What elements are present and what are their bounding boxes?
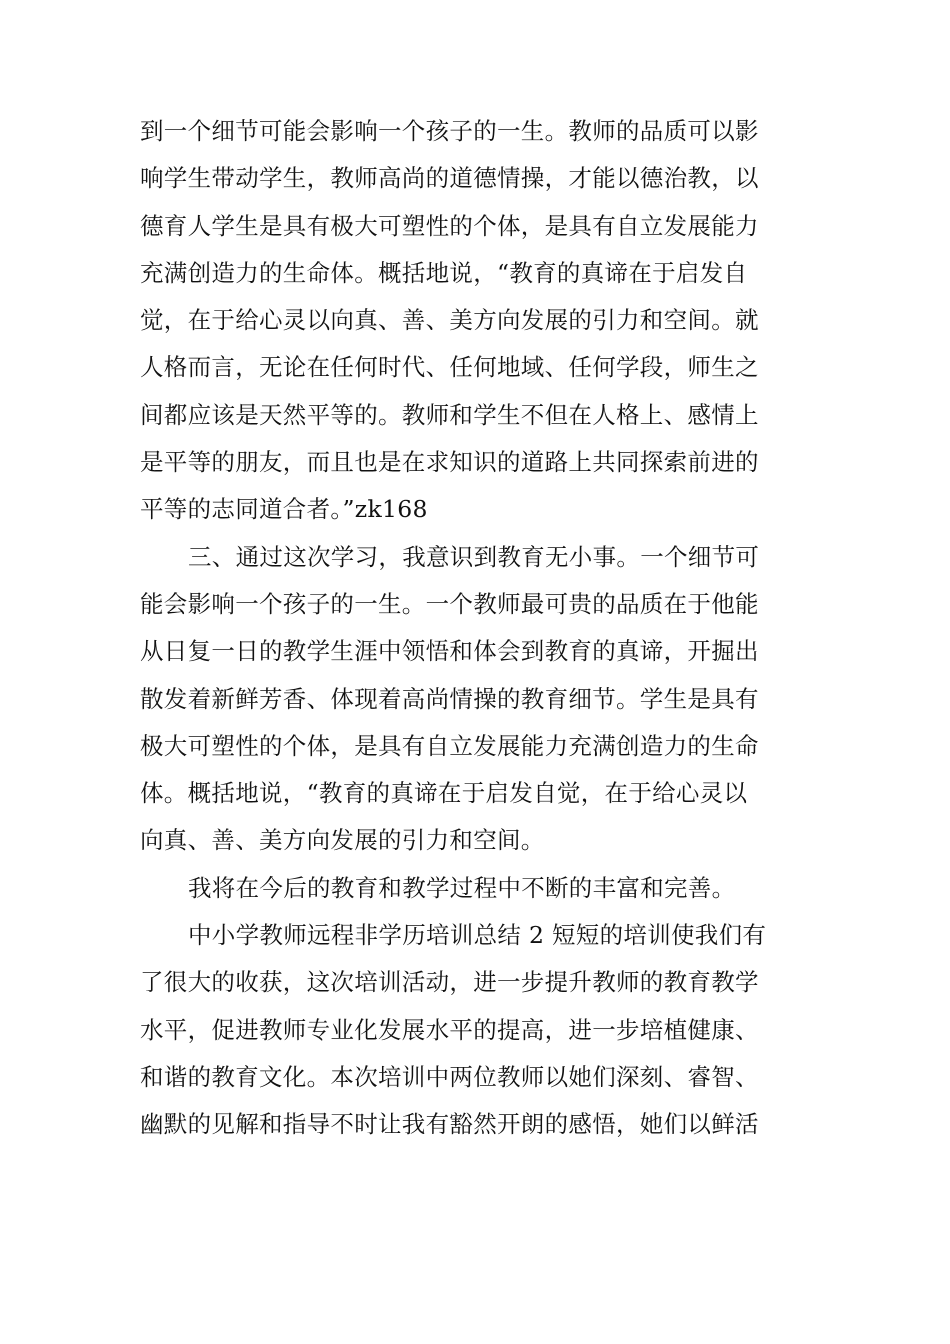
text-line: 能会影响一个孩子的一生。一个教师最可贵的品质在于他能 bbox=[140, 589, 759, 618]
text-line: 人格而言，无论在任何时代、任何地域、任何学段，师生之 bbox=[140, 353, 759, 382]
text-line: 充满创造力的生命体。概括地说，“教育的真谛在于启发自 bbox=[140, 258, 748, 287]
text-line: 间都应该是天然平等的。教师和学生不但在人格上、感情上 bbox=[140, 400, 759, 429]
text-line: 响学生带动学生，教师高尚的道德情操，才能以德治教，以 bbox=[140, 164, 759, 193]
paragraph-start-line: 我将在今后的教育和教学过程中不断的丰富和完善。 bbox=[188, 873, 736, 902]
text-line: 体。概括地说，“教育的真谛在于启发自觉，在于给心灵以 bbox=[140, 779, 748, 808]
text-line: 了很大的收获，这次培训活动，进一步提升教师的教育教学 bbox=[140, 968, 759, 997]
text-line: 是平等的朋友，而且也是在求知识的道路上共同探索前进的 bbox=[140, 448, 759, 477]
text-line: 水平，促进教师专业化发展水平的提高，进一步培植健康、 bbox=[140, 1015, 759, 1044]
paragraph-start-line: 中小学教师远程非学历培训总结 2 短短的培训使我们有 bbox=[188, 921, 767, 950]
text-line: 散发着新鲜芳香、体现着高尚情操的教育细节。学生是具有 bbox=[140, 684, 759, 713]
text-line: 幽默的见解和指导不时让我有豁然开朗的感悟，她们以鲜活 bbox=[140, 1110, 759, 1139]
text-line: 平等的志同道合者。”zk168 bbox=[140, 495, 428, 524]
text-line: 觉，在于给心灵以向真、善、美方向发展的引力和空间。就 bbox=[140, 306, 759, 335]
body-text bbox=[140, 108, 822, 1149]
text-line: 德育人学生是具有极大可塑性的个体，是具有自立发展能力 bbox=[140, 211, 759, 240]
text-line: 从日复一日的教学生涯中领悟和体会到教育的真谛，开掘出 bbox=[140, 637, 759, 666]
text-line: 向真、善、美方向发展的引力和空间。 bbox=[140, 826, 545, 855]
text-line: 到一个细节可能会影响一个孩子的一生。教师的品质可以影 bbox=[140, 117, 759, 145]
paragraph-start-line: 三、通过这次学习，我意识到教育无小事。一个细节可 bbox=[188, 542, 760, 571]
text-line: 极大可塑性的个体，是具有自立发展能力充满创造力的生命 bbox=[140, 731, 759, 760]
text-line: 和谐的教育文化。本次培训中两位教师以她们深刻、睿智、 bbox=[140, 1062, 759, 1091]
